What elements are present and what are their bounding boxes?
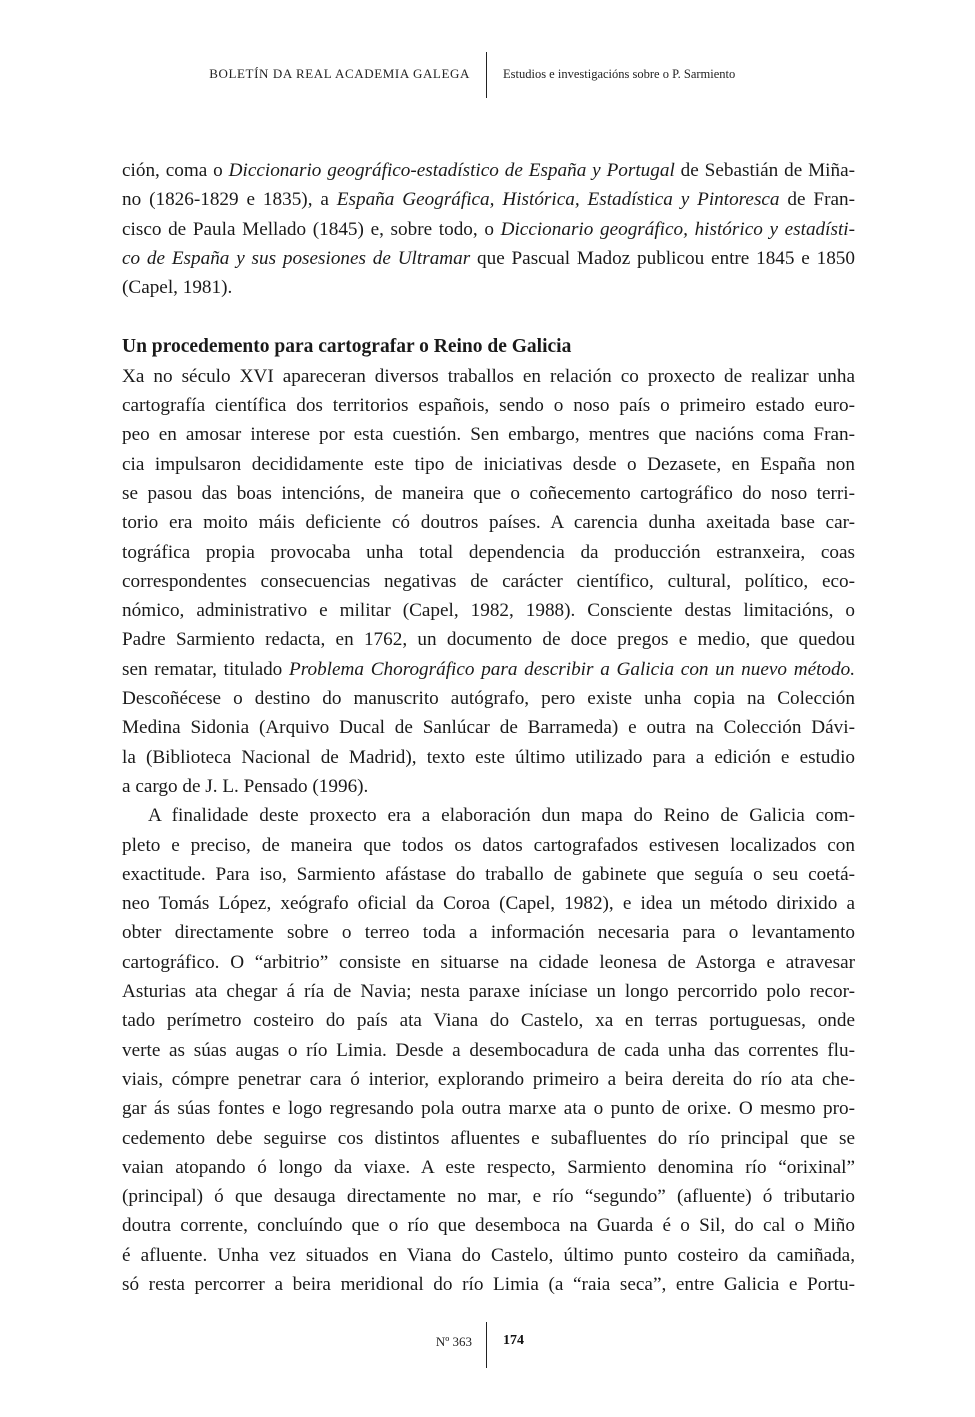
text-line — [122, 743, 855, 772]
article-body — [122, 156, 855, 1299]
text-run: é afluente. Unha vez situados en Viana do Castelo, último punto costeiro da camiñada, — [122, 1244, 855, 1266]
text-line — [122, 655, 855, 684]
text-line — [122, 185, 855, 214]
text-run: que Pascual Madoz publicou entre 1845 e 1850 — [470, 247, 855, 269]
text-line — [122, 918, 855, 947]
text-line — [122, 479, 855, 508]
text-line — [122, 1006, 855, 1035]
text-run: peo en amosar interese por esta cuestión. Sen embargo, mentres que nacións coma Fran- — [122, 424, 855, 446]
text-line — [122, 801, 855, 830]
text-run: Asturias ata chegar á ría de Navia; nesta paraxe iníciase un longo percorrido polo recor- — [122, 981, 855, 1003]
text-line — [122, 244, 855, 273]
text-line — [122, 508, 855, 537]
text-run: exactitude. Para iso, Sarmiento afástase do traballo de gabinete que seguía o seu coetá- — [122, 863, 855, 885]
paragraph-2 — [122, 801, 855, 1299]
text-line — [122, 156, 855, 185]
text-line — [122, 625, 855, 654]
text-run: A finalidade deste proxecto era a elaboración dun mapa do Reino de Galicia com- — [148, 805, 855, 827]
text-line — [122, 977, 855, 1006]
text-run: Medina Sidonia (Arquivo Ducal de Sanlúcar de Barrameda) e outra na Colección Dávi- — [122, 717, 855, 739]
text-run: Descoñécese o destino do manuscrito autógrafo, pero existe unha copia na Colección — [122, 688, 855, 710]
text-run: neo Tomás López, xeógrafo oficial da Coroa (Capel, 1982), e idea un método dirixido a — [122, 893, 855, 915]
text-line — [122, 362, 855, 391]
text-line — [122, 1182, 855, 1211]
text-line — [122, 450, 855, 479]
text-run: obter directamente sobre o terreo toda a información necesaria para o levantamento — [122, 922, 855, 944]
text-line — [122, 1241, 855, 1270]
italic-title: Diccionario geográfico-estadístico de España y Portugal — [228, 160, 675, 181]
text-line — [122, 948, 855, 977]
text-line — [122, 831, 855, 860]
text-line — [122, 1211, 855, 1240]
text-run: cartografía científica dos territorios españois, sendo o noso país o primeiro estado euro- — [122, 395, 855, 417]
text-run: tado perímetro costeiro do país ata Viana do Castelo, xa en terras portuguesas, onde — [122, 1010, 855, 1032]
italic-title: Problema Chorográfico para describir a Galicia con un nuevo método. — [289, 658, 855, 680]
text-line — [122, 889, 855, 918]
text-line — [122, 684, 855, 713]
text-run: cia impulsaron decididamente este tipo de iniciativas desde o Dezasete, en España non — [122, 453, 855, 475]
text-run: la (Biblioteca Nacional de Madrid), texto este último utilizado para a edición e estudio — [122, 746, 855, 768]
page-footer — [0, 1322, 975, 1368]
text-run: cedemento debe seguirse cos distintos afluentes e subafluentes do río principal que se — [122, 1127, 855, 1149]
text-line — [122, 772, 855, 801]
page-number: 174 — [503, 1333, 524, 1348]
text-run: de Sebastián de Miña- — [674, 160, 855, 181]
text-run: pleto e preciso, de maneira que todos os datos cartografados estivesen localizados con — [122, 834, 855, 856]
text-run: tográfica propia provocaba unha total dependencia da producción estranxeira, coas — [122, 541, 855, 563]
text-line — [122, 1124, 855, 1153]
text-line — [122, 596, 855, 625]
intro-paragraph — [122, 156, 855, 302]
text-run: doutra corrente, concluíndo que o río que desemboca na Guarda é o Sil, do cal o Miño — [122, 1215, 855, 1237]
text-run: Padre Sarmiento redacta, en 1762, un documento de doce pregos e medio, que quedou — [122, 629, 855, 651]
text-run: (principal) ó que desauga directamente no mar, e río “segundo” (afluente) ó tributario — [122, 1186, 855, 1208]
text-run: cisco de Paula Mellado (1845) e, sobre todo, o — [122, 218, 501, 240]
issue-number: Nº 363 — [435, 1334, 472, 1349]
text-line — [122, 1036, 855, 1065]
text-line — [122, 1065, 855, 1094]
text-line — [122, 567, 855, 596]
italic-title: Diccionario geográfico, histórico y estadísti- — [500, 218, 856, 240]
text-run: vaian atopando ó longo da viaxe. A este respecto, Sarmiento denomina río “orixinal” — [122, 1156, 855, 1178]
text-run: se pasou das boas intencións, de maneira que o coñecemento cartográfico do noso terri- — [122, 482, 855, 504]
text-run: nómico, administrativo e militar (Capel, 1982, 1988). Consciente destas limitacións, o — [122, 600, 855, 622]
text-line — [122, 273, 855, 302]
text-line — [122, 713, 855, 742]
text-run: a cargo de J. L. Pensado (1996). — [122, 775, 369, 797]
text-run: Xa no século XVI apareceran diversos traballos en relación co proxecto de realizar unha — [122, 365, 855, 387]
text-run: torio era moito máis deficiente có doutros países. A carencia dunha axeitada base car- — [122, 512, 855, 534]
running-header — [0, 52, 975, 98]
text-line — [122, 860, 855, 889]
italic-title: co de España y sus posesiones de Ultramar — [122, 247, 471, 269]
text-run: gar ás súas fontes e logo regresando pola outra marxe ata o punto de orixe. O mesmo pro- — [122, 1098, 855, 1120]
text-line — [122, 420, 855, 449]
text-line — [122, 391, 855, 420]
text-run: viais, cómpre penetrar cara ó interior, explorando primeiro a beira dereita do río ata che- — [122, 1068, 855, 1090]
text-run: verte as súas augas o río Limia. Desde a desembocadura de cada unha das correntes flu- — [122, 1039, 855, 1061]
text-line — [122, 215, 855, 244]
text-run: correspondentes consecuencias negativas de carácter científico, cultural, político, eco- — [122, 570, 855, 592]
text-line — [122, 1153, 855, 1182]
text-line — [122, 538, 855, 567]
footer-divider — [486, 1322, 487, 1368]
text-run: cartográfico. O “arbitrio” consiste en situarse na cidade leonesa de Astorga e atravesar — [122, 951, 855, 973]
paragraph-1 — [122, 362, 855, 801]
text-run: (Capel, 1981). — [122, 277, 233, 299]
section-heading: Un procedemento para cartografar o Reino de Galicia — [122, 336, 572, 358]
section-gap — [122, 302, 855, 332]
journal-title: BOLETÍN DA REAL ACADEMIA GALEGA — [209, 66, 470, 81]
text-run: sen rematar, titulado — [122, 658, 290, 680]
text-run: ción, coma o — [122, 160, 229, 181]
text-run: no (1826-1829 e 1835), a — [122, 189, 337, 211]
text-run: de Fran- — [779, 189, 855, 211]
text-line — [122, 1094, 855, 1123]
text-run: só resta percorrer a beira meridional do río Limia (a “raia seca”, entre Galicia e Portu- — [122, 1273, 855, 1295]
section-title: Estudios e investigacións sobre o P. Sarmiento — [503, 67, 736, 81]
text-line — [122, 1270, 855, 1299]
italic-title: España Geográfica, Histórica, Estadística y Pintoresca — [336, 189, 780, 211]
header-divider — [486, 52, 487, 98]
